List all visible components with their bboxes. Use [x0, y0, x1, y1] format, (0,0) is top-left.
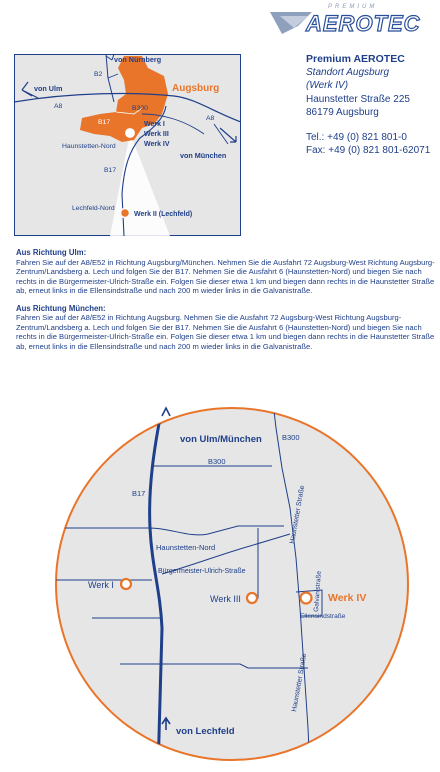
label-werk-1: Werk I [144, 121, 165, 128]
label-werk-4: Werk IV [144, 141, 170, 148]
label-werk-4-detail: Werk IV [328, 592, 367, 604]
werk-name: (Werk IV) [306, 80, 349, 92]
label-bu-strasse: Bürgermeister-Ulrich-Straße [158, 568, 246, 575]
label-a8-right: A8 [206, 115, 215, 122]
directions-section [16, 248, 436, 359]
label-b2: B2 [94, 71, 103, 78]
label-a8-left: A8 [54, 103, 63, 110]
logo-wordmark: AEROTEC [306, 11, 421, 36]
label-werk-3: Werk III [144, 131, 169, 138]
label-von-ulm-muenchen: von Ulm/München [180, 434, 262, 445]
label-von-muenchen: von München [180, 151, 227, 160]
label-von-lechfeld: von Lechfeld [176, 726, 235, 737]
arrow-ulm-muenchen-icon [162, 408, 170, 416]
label-von-ulm: von Ulm [34, 84, 63, 93]
directions-ulm-heading: Aus Richtung Ulm: [16, 248, 87, 257]
label-werk-2: Werk II (Lechfeld) [134, 211, 193, 218]
label-haunstetten-nord-detail: Haunstetten-Nord [156, 543, 216, 552]
label-lechfeld-nord: Lechfeld-Nord [72, 205, 115, 212]
werk-3-marker-icon [247, 593, 257, 603]
brand-logo [268, 4, 436, 38]
label-ellensindstrasse: Ellensindstraße [300, 613, 346, 620]
label-b17: B17 [132, 489, 146, 498]
werk-1-marker-icon [121, 579, 131, 589]
label-werk-3-detail: Werk III [210, 594, 241, 604]
fax-number: Fax: +49 (0) 821 801-62071 [306, 145, 431, 157]
logo-premium-text: PREMIUM [328, 4, 378, 10]
directions-ulm-text: Fahren Sie auf der A8/E52 in Richtung Augsburg/München. Nehmen Sie die Ausfahrt 72 Augsburg-West Richtung Augsburg-Zentrum/Landsberg a. Lech und folgen Sie der B17. Nehmen Sie die Ausfahrt 6 (Haunstetten-Nord) und biegen Sie nach rechts in die Bürgermeister-Ulrich-Straße ein. Folgen Sie dieser etwa 1 km und biegen dann rechts in die Haunstetter Straße ab, erneut links in die Ellensindstraße und nach 200 m wieder links in die Galvanistraße. [16, 257, 435, 295]
label-werk-1-detail: Werk I [88, 580, 114, 590]
label-haunstetten-nord: Haunstetten-Nord [62, 143, 116, 150]
site-name: Standort Augsburg [306, 67, 390, 79]
label-augsburg: Augsburg [172, 83, 220, 94]
street-address: Haunstetter Straße 225 [306, 93, 410, 105]
directions-muenchen-heading: Aus Richtung München: [16, 303, 106, 313]
werk-2-marker-icon [121, 209, 130, 218]
detail-map [0, 368, 440, 772]
label-b17-top: B17 [98, 119, 111, 126]
phone-number: Tel.: +49 (0) 821 801-0 [306, 132, 407, 144]
overview-map [14, 54, 241, 236]
werk-cluster-marker-icon [124, 127, 136, 139]
label-b17-bottom: B17 [104, 167, 117, 174]
label-galvanistrasse: Galvanistraße [313, 570, 323, 613]
company-name: Premium AEROTEC [306, 53, 405, 65]
city-address: 86179 Augsburg [306, 106, 379, 118]
label-haunstetter-1: Haunstetter Straße [289, 484, 307, 545]
werk-4-marker-icon [301, 593, 312, 604]
label-haunstetter-2: Haunstetter Straße [291, 652, 309, 713]
label-b300: B300 [132, 105, 148, 112]
label-b300-top: B300 [282, 433, 300, 442]
label-von-nuernberg: von Nürnberg [114, 55, 162, 64]
directions-muenchen-text: Fahren Sie auf der A8/E52 in Richtung Augsburg. Nehmen Sie die Ausfahrt 72 Augsburg-West Richtung Augsburg-Zentrum/Landsberg a. Lech und folgen Sie der B17. Nehmen Sie die Ausfahrt 6 (Haunstetten-Nord) und biegen Sie nach rechts in die Bürgermeister-Ulrich-Straße ein. Folgen Sie dieser etwa 1 km und biegen dann rechts in die Haunstetter Straße ab, erneut links in die Ellensindstraße und nach 200 m wieder links in die Galvanistraße. [16, 313, 435, 351]
label-b300-mid: B300 [208, 457, 226, 466]
contact-block [306, 53, 438, 157]
